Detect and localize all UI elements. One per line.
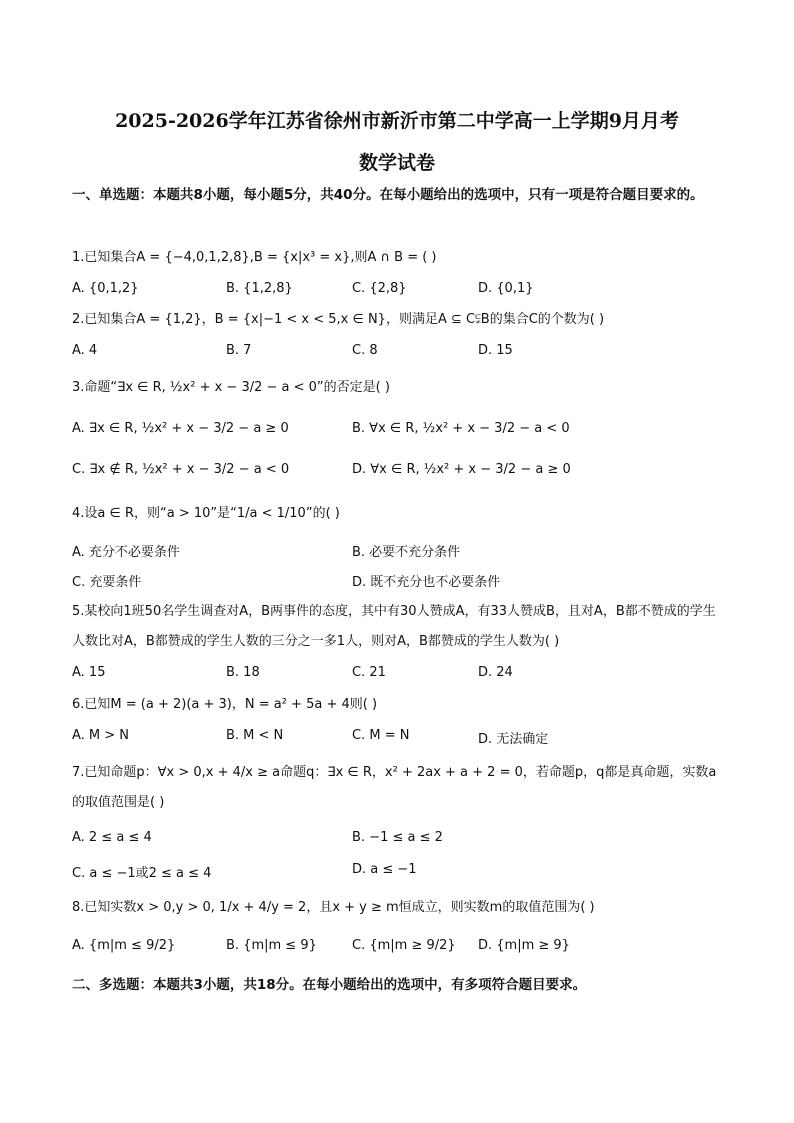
question-8-option-d: D. {m|m ≥ 9} — [478, 938, 570, 953]
question-5: 5.某校向1班50名学生调查对A，B两事件的态度，其中有30人赞成A，有33人赞成B，且对A，B都不赞成的学生人数比对A，B都赞成的学生人数的三分之一多1人，则对A，B都赞成的学生人数为( ) — [72, 604, 716, 649]
question-7-option-c: C. a ≤ −1或2 ≤ a ≤ 4 — [72, 866, 212, 881]
question-5-option-b: B. 18 — [226, 665, 260, 680]
question-2: 2.已知集合A = {1,2}，B = {x|−1 < x < 5,x ∈ N}，则满足A ⊆ C⫋B的集合C的个数为( ) — [72, 312, 605, 327]
question-1-option-c: C. {2,8} — [352, 281, 407, 296]
question-5-option-d: D. 24 — [478, 665, 513, 680]
question-4-option-d: D. 既不充分也不必要条件 — [352, 575, 501, 590]
section-multiple-choice: 二、多选题：本题共3小题，共18分。在每小题给出的选项中，有多项符合题目要求。 — [72, 977, 587, 993]
question-4-option-b: B. 必要不充分条件 — [352, 545, 461, 560]
question-7-option-a: A. 2 ≤ a ≤ 4 — [72, 830, 152, 845]
question-1: 1.已知集合A = {−4,0,1,2,8},B = {x|x³ = x},则A ∩ B = ( ) — [72, 250, 437, 265]
question-8-option-c: C. {m|m ≥ 9/2} — [352, 938, 456, 953]
exam-title: 2025-2026学年江苏省徐州市新沂市第二中学高一上学期9月月考 — [115, 110, 679, 132]
question-3-option-c: C. ∃x ∉ R, ½x² + x − 3/2 − a < 0 — [72, 462, 290, 477]
exam-subtitle: 数学试卷 — [358, 152, 435, 174]
question-8-option-a: A. {m|m ≤ 9/2} — [72, 938, 176, 953]
question-3-option-b: B. ∀x ∈ R, ½x² + x − 3/2 − a < 0 — [352, 421, 570, 436]
question-4-option-c: C. 充要条件 — [72, 575, 142, 590]
question-2-option-a: A. 4 — [72, 343, 98, 358]
question-1-option-d: D. {0,1} — [478, 281, 534, 296]
question-4-option-a: A. 充分不必要条件 — [72, 545, 180, 560]
question-4: 4.设a ∈ R，则“a > 10”是“1/a < 1/10”的( ) — [72, 506, 340, 521]
question-2-option-c: C. 8 — [352, 343, 378, 358]
question-2-option-d: D. 15 — [478, 343, 513, 358]
question-7: 7.已知命题p：∀x > 0,x + 4/x ≥ a命题q：∃x ∈ R，x² + 2ax + a + 2 = 0，若命题p，q都是真命题，实数a的取值范围是( ) — [72, 765, 717, 810]
question-6-option-d: D. 无法确定 — [478, 732, 549, 747]
question-8-option-b: B. {m|m ≤ 9} — [226, 938, 317, 953]
question-5-option-a: A. 15 — [72, 665, 106, 680]
question-2-option-b: B. 7 — [226, 343, 252, 358]
section-single-choice: 一、单选题：本题共8小题，每小题5分，共40分。在每小题给出的选项中，只有一项是符合题目要求的。 — [72, 187, 704, 203]
question-3-option-d: D. ∀x ∈ R, ½x² + x − 3/2 − a ≥ 0 — [352, 462, 571, 477]
question-1-option-b: B. {1,2,8} — [226, 281, 293, 296]
question-6: 6.已知M = (a + 2)(a + 3)，N = a² + 5a + 4则( ) — [72, 697, 378, 712]
question-6-option-a: A. M > N — [72, 728, 130, 743]
question-6-option-c: C. M = N — [352, 728, 410, 743]
question-3: 3.命题“∃x ∈ R, ½x² + x − 3/2 − a < 0”的否定是( ) — [72, 380, 390, 395]
question-3-option-a: A. ∃x ∈ R, ½x² + x − 3/2 − a ≥ 0 — [72, 421, 289, 436]
question-7-option-d: D. a ≤ −1 — [352, 862, 417, 877]
question-7-option-b: B. −1 ≤ a ≤ 2 — [352, 830, 443, 845]
question-5-option-c: C. 21 — [352, 665, 386, 680]
question-8: 8.已知实数x > 0,y > 0, 1/x + 4/y = 2，且x + y ≥ m恒成立，则实数m的取值范围为( ) — [72, 900, 595, 915]
question-1-option-a: A. {0,1,2} — [72, 281, 139, 296]
question-6-option-b: B. M < N — [226, 728, 284, 743]
